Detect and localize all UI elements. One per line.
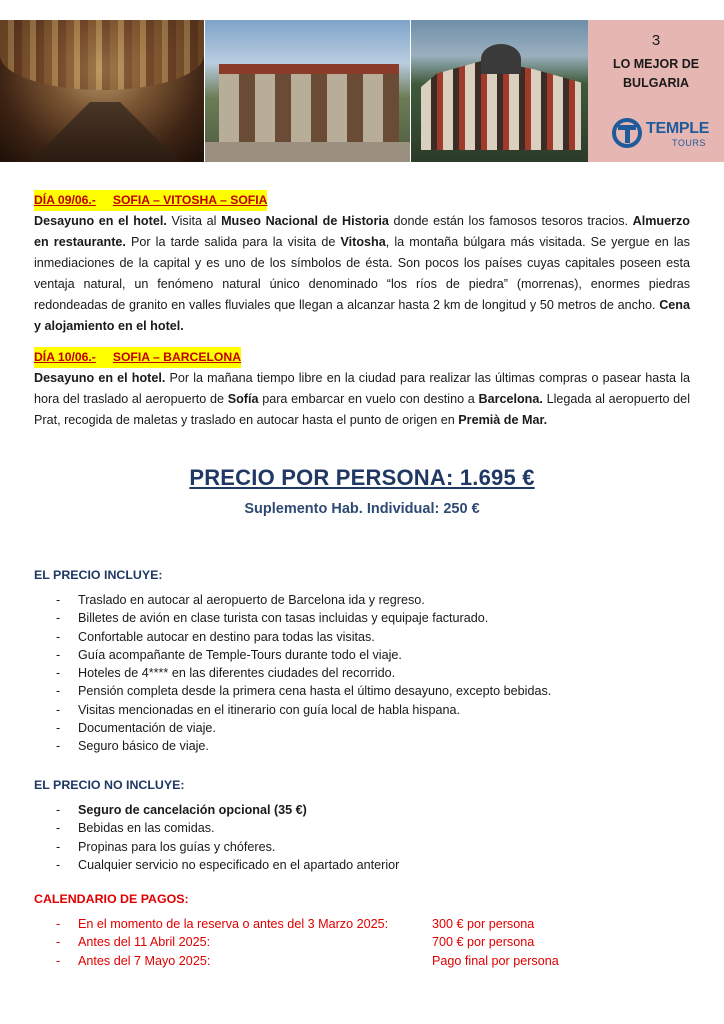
payment-amount: 700 € por persona bbox=[432, 935, 535, 950]
list-item-text: Pensión completa desde la primera cena hasta el último desayuno, excepto bebidas. bbox=[78, 684, 552, 699]
includes-section bbox=[34, 568, 690, 756]
payments-title: CALENDARIO DE PAGOS: bbox=[34, 892, 189, 906]
bold-text: Premià de Mar. bbox=[458, 413, 548, 427]
price-per-person: PRECIO POR PERSONA: 1.695 € bbox=[189, 465, 535, 490]
courtyard-ground bbox=[205, 142, 410, 162]
dash-bullet: - bbox=[56, 647, 61, 662]
day-title bbox=[34, 190, 267, 211]
list-item bbox=[34, 719, 690, 737]
header-banner bbox=[0, 20, 724, 162]
excludes-title: EL PRECIO NO INCLUYE: bbox=[34, 778, 185, 792]
single-supplement: Suplemento Hab. Individual: 250 € bbox=[244, 501, 480, 517]
payments-section bbox=[34, 892, 690, 970]
excludes-section bbox=[34, 778, 690, 874]
photo-rila-monastery bbox=[411, 20, 588, 162]
day-block bbox=[34, 190, 690, 337]
dash-bullet: - bbox=[56, 803, 61, 817]
bold-text: Desayuno en el hotel. bbox=[34, 214, 167, 228]
photo-church-arcades bbox=[205, 20, 410, 162]
dash-bullet: - bbox=[56, 739, 61, 754]
itinerary bbox=[34, 190, 690, 431]
list-item bbox=[34, 838, 690, 856]
excludes-list bbox=[34, 801, 690, 874]
includes-title: EL PRECIO INCLUYE: bbox=[34, 568, 163, 582]
day-date: DÍA 10/06.- bbox=[34, 350, 96, 364]
list-item bbox=[34, 664, 690, 682]
list-item bbox=[34, 819, 690, 837]
list-item-text: Traslado en autocar al aeropuerto de Barcelona ida y regreso. bbox=[78, 593, 425, 607]
includes-list bbox=[34, 591, 690, 756]
list-item bbox=[34, 701, 690, 719]
day-route: SOFIA – BARCELONA bbox=[112, 350, 242, 364]
bold-text: Museo Nacional de Historia bbox=[221, 214, 389, 228]
dash-bullet: - bbox=[56, 702, 61, 717]
bold-text: Almuerzo en restaurante. bbox=[34, 214, 690, 249]
page-number: 3 bbox=[651, 32, 661, 49]
list-item bbox=[34, 646, 690, 664]
payment-amount: Pago final por persona bbox=[432, 953, 559, 968]
title-badge bbox=[588, 20, 724, 162]
dash-bullet: - bbox=[56, 857, 61, 872]
list-item-text: Bebidas en las comidas. bbox=[78, 821, 215, 836]
corridor-floor bbox=[30, 102, 180, 162]
list-item-text: Visitas mencionadas en el itinerario con guía local de habla hispana. bbox=[78, 702, 461, 717]
bold-text: Vitosha bbox=[340, 235, 386, 249]
dash-bullet: - bbox=[56, 593, 61, 607]
bold-text: Desayuno en el hotel. bbox=[34, 371, 166, 385]
day-block bbox=[34, 347, 690, 431]
dash-bullet: - bbox=[56, 611, 61, 626]
dash-bullet: - bbox=[56, 684, 61, 699]
payments-list bbox=[34, 915, 690, 970]
page-title bbox=[588, 55, 724, 93]
dash-bullet: - bbox=[56, 629, 61, 644]
logo-subtext: TOURS bbox=[672, 138, 706, 148]
day-route: SOFIA – VITOSHA – SOFIA bbox=[112, 193, 268, 207]
list-item bbox=[34, 856, 690, 874]
list-item-text: Hoteles de 4**** en las diferentes ciudades del recorrido. bbox=[78, 666, 396, 681]
photo-monastery-interior bbox=[0, 20, 204, 162]
logo-wordmark: TEMPLE bbox=[646, 120, 710, 137]
day-date: DÍA 09/06.- bbox=[34, 193, 96, 207]
day-description: Desayuno en el hotel. Visita al Museo Nacional de Historia donde están los famosos tesoros tracios. Almuerzo en restaurante. Por la tarde salida para la visita de Vitosha, la montaña búlgara más visitada. Se yergue en las inmediaciones de la capital y es uno de los símbolos de ésta. Son pocos los países cuyas capitales poseen esta ventaja natural, un fenómeno natural único denominado “los ríos de piedra” (morrenas), enormes piedras redondeadas de granito en valles fluviales que llegan a alcanzar hasta 2 km de longitud y 50 metros de ancho. Cena y alojamiento en el hotel. bbox=[34, 214, 690, 333]
dash-bullet: - bbox=[56, 821, 61, 836]
payment-when: Antes del 7 Mayo 2025: bbox=[78, 953, 211, 968]
list-item bbox=[34, 682, 690, 700]
list-item bbox=[34, 628, 690, 646]
payment-item: - Antes del 11 Abril 2025: 700 € por persona bbox=[34, 933, 690, 951]
dash-bullet: - bbox=[56, 839, 61, 854]
payment-item: - Antes del 7 Mayo 2025: Pago final por persona bbox=[34, 952, 690, 970]
list-item-text: Cualquier servicio no especificado en el apartado anterior bbox=[78, 857, 400, 872]
list-item-text: Billetes de avión en clase turista con tasas incluidas y equipaje facturado. bbox=[78, 611, 489, 626]
list-item bbox=[34, 609, 690, 627]
list-item-text: Documentación de viaje. bbox=[78, 721, 216, 736]
bold-text: Sofía bbox=[227, 392, 259, 406]
list-item-text: Confortable autocar en destino para todas las visitas. bbox=[78, 629, 375, 644]
payment-when: En el momento de la reserva o antes del 3 Marzo 2025: bbox=[78, 917, 389, 931]
bold-text: Cena y alojamiento en el hotel. bbox=[34, 298, 690, 333]
day-description: Desayuno en el hotel. Por la mañana tiempo libre en la ciudad para realizar las últimas compras o pasear hasta la hora del traslado al aeropuerto de Sofía para embarcar en vuelo con destino a Barcelona. Llegada al aeropuerto del Prat, recogida de maletas y traslado en autocar hasta el punto de origen en Premià de Mar. bbox=[34, 371, 690, 427]
payment-amount: 300 € por persona bbox=[432, 917, 535, 931]
fresco-ceiling bbox=[0, 20, 204, 90]
payment-when: Antes del 11 Abril 2025: bbox=[78, 935, 211, 950]
logo-t-icon bbox=[612, 118, 642, 148]
dash-bullet: - bbox=[56, 721, 61, 736]
bold-text: Barcelona. bbox=[478, 392, 543, 406]
dash-bullet: - bbox=[56, 666, 61, 681]
page-title-line-2: BULGARIA bbox=[623, 76, 689, 90]
church-facade bbox=[219, 64, 399, 144]
list-item bbox=[34, 591, 690, 609]
list-item bbox=[34, 801, 690, 819]
list-item-text: Seguro de cancelación opcional (35 €) bbox=[78, 803, 307, 817]
payment-item: - En el momento de la reserva o antes del 3 Marzo 2025: 300 € por persona bbox=[34, 915, 690, 933]
page-title-line-1: LO MEJOR DE bbox=[612, 57, 700, 71]
list-item-text: Propinas para los guías y chóferes. bbox=[78, 839, 276, 854]
price-block bbox=[0, 465, 724, 517]
temple-tours-logo bbox=[612, 116, 712, 152]
day-title bbox=[34, 347, 241, 368]
list-item-text: Seguro básico de viaje. bbox=[78, 739, 209, 754]
list-item-text: Guía acompañante de Temple-Tours durante todo el viaje. bbox=[78, 647, 402, 662]
list-item bbox=[34, 737, 690, 755]
monastery-dome bbox=[481, 44, 521, 74]
